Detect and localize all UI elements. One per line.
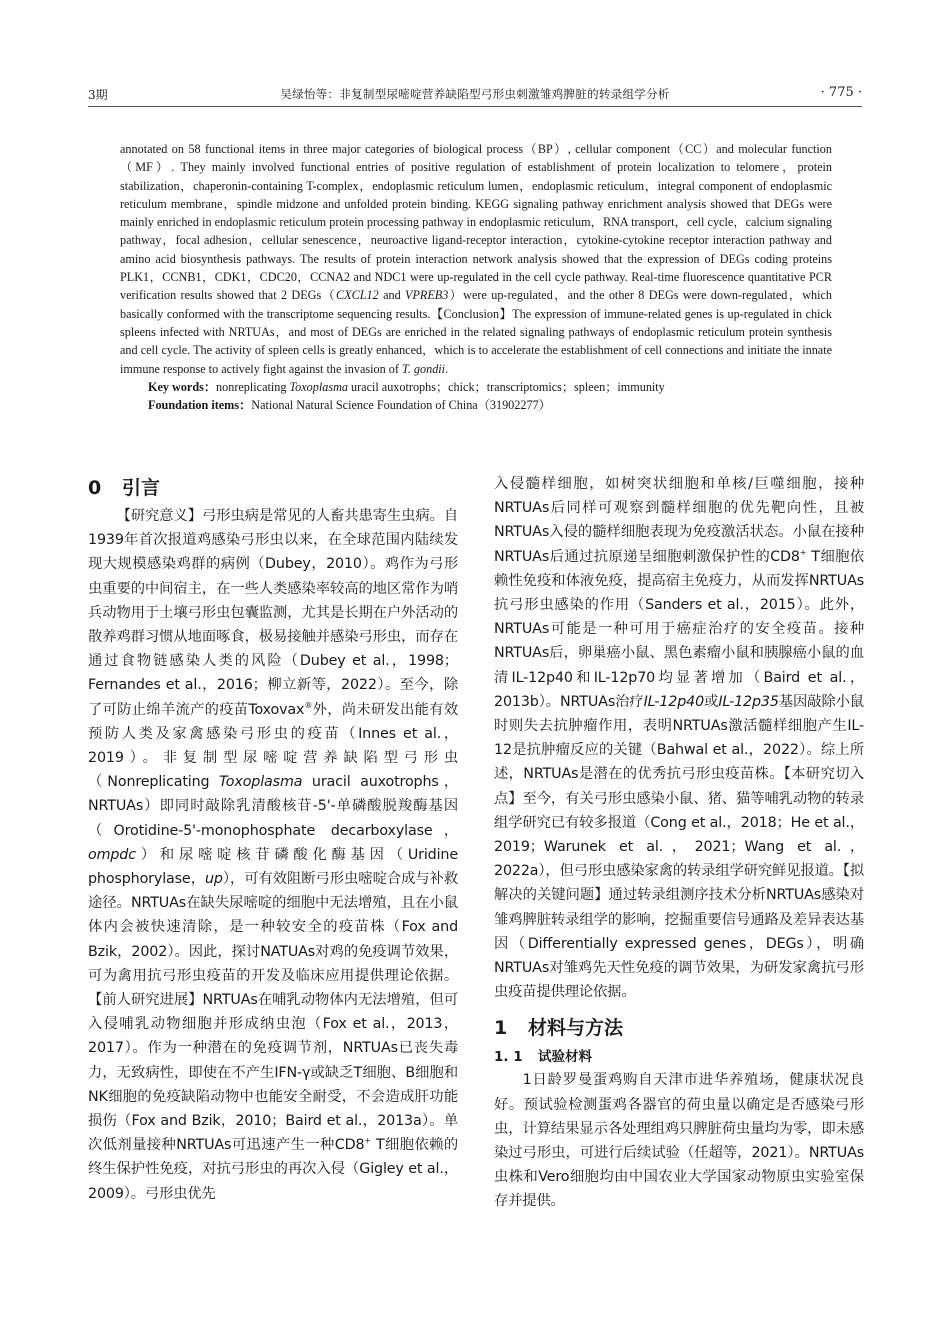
keywords-line: Key words：nonreplicating Toxoplasma uracil auxotrophs；chick；transcriptomics；spleen；immunity [148,379,665,394]
section-0-heading: 0 引言 [88,477,161,499]
page-number: · 775 · [820,85,862,100]
intro-paragraph: 【研究意义】弓形虫病是常见的人畜共患寄生虫病。自1939年首次报道鸡感染弓形虫以来，在全球范围内陆续发现大规模感染鸡群的病例（Dubey，2010）。鸡作为弓形虫重要的中间宿主，在一些人类感染率较高的地区常作为哨兵动物用于土壤弓形虫包囊监测，尤其是长期在户外活动的散养鸡群习惯从地面啄食，极易接触并感染弓形虫，而存在通过食物链感染人类的风险（Dubey et al.，1998；Fernandes et al.，2016；柳立新等，2022）。至今，除了可防止绵羊流产的疫苗Toxovax®外，尚未研发出能有效预防人类及家禽感染弓形虫的疫苗（Innes et al.，2019）。非复制型尿嘧啶营养缺陷型弓形虫（Nonreplicating Toxoplasma uracil auxotrophs，NRTUAs）即同时敲除乳清酸核苷-5'-单磷酸脱羧酶基因（Orotidine-5'-monophosphate decarboxylase，ompdc）和尿嘧啶核苷磷酸化酶基因（Uridine phosphorylase，up），可有效阻断弓形虫嘧啶合成与补救途径。NRTUAs在缺失尿嘧啶的细胞中无法增殖，且在小鼠体内会被快速清除，是一种较安全的疫苗株（Fox and Bzik，2002）。因此，探讨NATUAs对鸡的免疫调节效果，可为禽用抗弓形虫疫苗的开发及临床应用提供理论依据。【前人研究进展】NRTUAs在哺乳动物体内无法增殖，但可入侵哺乳动物细胞并形成纳虫泡（Fox et al.，2013，2017）。作为一种潜在的免疫调节剂，NRTUAs已丧失毒力，无致病性，即使在不产生IFN-γ或缺乏T细胞、B细胞和NK细胞的免疫缺陷动物中也能安全耐受，不会造成肝功能损伤（Fox and Bzik，2010；Baird et al.，2013a）。单次低剂量接种NRTUAs可迅速产生一种CD8+ T细胞依赖的终生保护性免疫，对抗弓形虫的再次入侵（Gigley et al.，2009）。弓形虫优先 [88,508,458,1202]
running-header [88,84,862,107]
intro-paragraph-continued: 入侵髓样细胞，如树突状细胞和单核/巨噬细胞，接种NRTUAs后同样可观察到髓样细胞的优先靶向性，且被NRTUAs入侵的髓样细胞表现为免疫激活状态。小鼠在接种NRTUAs后通过抗原递呈细胞刺激保护性的CD8+ T细胞依赖性免疫和体液免疫，提高宿主免疫力，从而发挥NRTUAs抗弓形虫感染的作用（Sanders et al.，2015）。此外，NRTUAs可能是一种可用于癌症治疗的安全疫苗。接种NRTUAs后，卵巢癌小鼠、黑色素瘤小鼠和胰腺癌小鼠的血清IL-12p40和IL-12p70均显著增加（Baird et al.，2013b）。NRTUAs治疗IL-12p40或IL-12p35基因敲除小鼠时则失去抗肿瘤作用，表明NRTUAs激活髓样细胞产生IL-12是抗肿瘤反应的关键（Bahwal et al.，2022）。综上所述，NRTUAs是潜在的优秀抗弓形虫疫苗株。【本研究切入点】至今，有关弓形虫感染小鼠、猪、猫等哺乳动物的转录组学研究已有较多报道（Cong et al.，2018；He et al.，2019；Warunek et al.，2021；Wang et al.，2022a），但弓形虫感染家禽的转录组学研究鲜见报道。【拟解决的关键问题】通过转录组测序技术分析NRTUAs感染对雏鸡脾脏转录组学的影响，挖掘重要信号通路及差异表达基因（Differentially expressed genes，DEGs），明确NRTUAs对雏鸡先天性免疫的调节效果，为研发家禽抗弓形虫疫苗提供理论依据。 [494,476,864,1001]
section-1-1-heading: 1. 1 试验材料 [494,1049,592,1066]
species-name: T. gondii [401,361,446,376]
foundation-line: Foundation items：National Natural Science Foundation of China（31902277） [148,398,551,413]
materials-paragraph: 1日龄罗曼蛋鸡购自天津市进华养殖场，健康状况良好。预试验检测蛋鸡各器官的荷虫量以确定是否感染弓形虫，计算结果显示各处理组鸡只脾脏荷虫量均为零，即未感染过弓形虫，可进行后续试验（任超等，2021）。NRTUAs虫株和Vero细胞均由中国农业大学国家动物原虫实验室保存并提供。 [494,1072,864,1210]
gene-vpreb3: VPREB3 [405,288,449,303]
foundation-label: Foundation items [148,398,240,413]
keywords-label: Key words [148,379,204,394]
right-column [494,472,864,1214]
gene-cxcl12: CXCL12 [336,288,379,303]
running-title: 吴绿怡等：非复制型尿嘧啶营养缺陷型弓形虫刺激雏鸡脾脏的转录组学分析 [280,87,670,101]
section-1-heading: 1 材料与方法 [494,1017,624,1040]
abstract-text: annotated on 58 functional items in three major categories of biological process（BP）, cellular component（CC）and molecular function（MF）. They mainly involved functional entries of positive regulation of establishment of protein localization to telomere，protein stabilization，chaperonin-containing T-complex，endoplasmic reticulum lumen，endoplasmic reticulum，integral component of endoplasmic reticulum membrane，spindle midzone and unfolded protein binding. KEGG signaling pathway enrichment analysis showed that DEGs were mainly enriched in endoplasmic reticulum protein processing pathway in endoplasmic reticulum，RNA transport，cell cycle，calcium signaling pathway，focal adhesion，cellular senescence，neuroactive ligand-receptor interaction，cytokine-cytokine receptor interaction pathway and amino acid biosynthesis pathways. The results of protein interaction network analysis showed that the expression of DEGs coding proteins PLK1，CCNB1，CDK1，CDC20，CCNA2 and NDC1 were up-regulated in the cell cycle pathway. Real-time fluorescence quantitative PCR verification results showed that 2 DEGs（CXCL12 and VPREB3）were up-regulated，and the other 8 DEGs were down-regulated，which basically conformed with the transcriptome sequencing results.【Conclusion】The expression of immune-related genes is up-regulated in chick spleens infected with NRTUAs，and most of DEGs are enriched in the related signaling pathways of endoplasmic reticulum protein synthesis and cell cycle. The activity of spleen cells is greatly enhanced，which is to accelerate the establishment of cell connections and initiate the innate immune response to actively fight against the invasion of T. gondii. [120,142,832,376]
left-column [88,472,458,1206]
issue-label: 3期 [88,88,108,102]
english-abstract [120,140,832,414]
